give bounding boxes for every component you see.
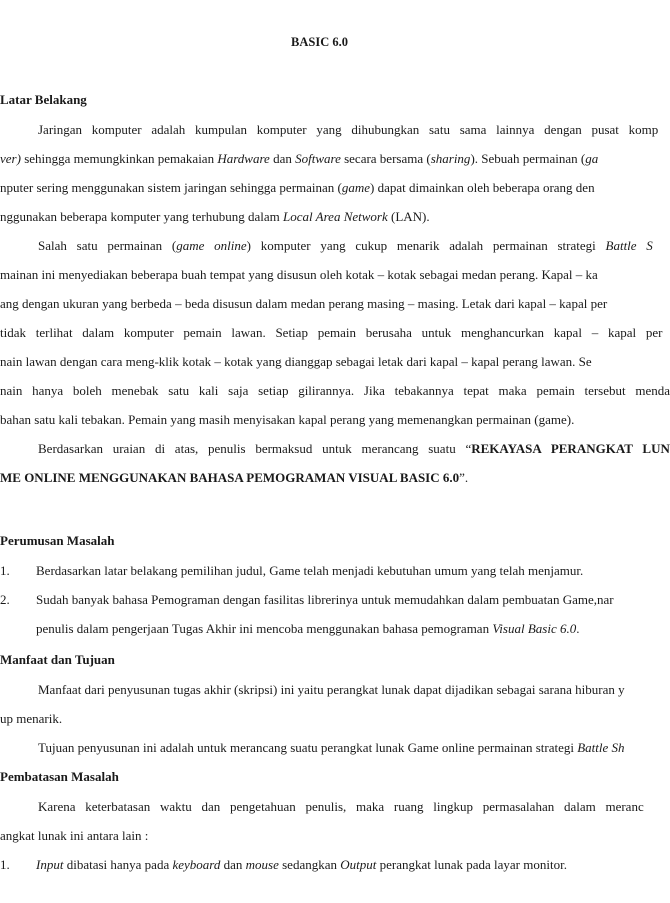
heading-pembatasan-masalah: Pembatasan Masalah bbox=[0, 769, 119, 784]
heading-perumusan-masalah: Perumusan Masalah bbox=[0, 533, 115, 548]
paragraph-line: tidak terlihat dalam komputer pemain lawan. Setiap pemain berusaha untuk menghancurkan kapal – kapal per bbox=[0, 325, 663, 340]
text-italic: Input bbox=[36, 857, 64, 872]
text-span: dan bbox=[269, 151, 296, 166]
list-item: Sudah banyak bahasa Pemograman dengan fasilitas librerinya untuk memudahkan dalam pembuatan Game,nar bbox=[36, 592, 614, 607]
paragraph-line: Jaringan komputer adalah kumpulan komputer yang dihubungkan satu sama lainnya dengan pusat komp bbox=[38, 122, 659, 137]
paragraph-line: up menarik. bbox=[0, 711, 63, 726]
paragraph-line bbox=[0, 180, 595, 196]
text-span: sehingga memungkinkan pemakaian bbox=[24, 151, 218, 166]
text-span: secara bersama ( bbox=[340, 151, 431, 166]
paragraph-line bbox=[0, 151, 598, 167]
paragraph-line: Manfaat dari penyusunan tugas akhir (skripsi) ini yaitu perangkat lunak dapat dijadikan sebagai sarana hiburan y bbox=[38, 682, 625, 697]
paragraph-line bbox=[38, 740, 625, 756]
paragraph-line bbox=[0, 209, 430, 225]
paragraph-line: nain hanya boleh menebak satu kali saja setiap gilirannya. Jika tebakannya tepat maka pemain tersebut menda bbox=[0, 383, 670, 398]
text-italic: Local Area Network bbox=[283, 209, 388, 224]
paragraph-line bbox=[0, 470, 468, 486]
list-number: 2. bbox=[0, 592, 10, 607]
text-span: ”. bbox=[459, 470, 469, 485]
text-italic: game online bbox=[176, 238, 247, 253]
text-span: ) dapat dimainkan oleh beberapa orang den bbox=[370, 180, 595, 195]
text-italic: Visual Basic 6.0 bbox=[492, 621, 577, 636]
text-italic: Battle Sh bbox=[577, 740, 625, 755]
text-span: penulis dalam pengerjaan Tugas Akhir ini mencoba menggunakan bahasa pemograman bbox=[36, 621, 493, 636]
paragraph-line bbox=[38, 238, 653, 254]
list-number: 1. bbox=[0, 857, 10, 872]
page-title: BASIC 6.0 bbox=[291, 35, 348, 49]
text-span: dan bbox=[220, 857, 246, 872]
text-italic: Hardware bbox=[217, 151, 270, 166]
text-span: ) komputer yang cukup menarik adalah permainan strategi bbox=[246, 238, 606, 253]
text-span: Tujuan penyusunan ini adalah untuk merancang suatu perangkat lunak Game online permainan strategi bbox=[38, 740, 578, 755]
paragraph-line: ang dengan ukuran yang berbeda – beda disusun dalam medan perang masing – masing. Letak dari kapal – kapal per bbox=[0, 296, 608, 311]
text-span: Salah satu permainan ( bbox=[38, 238, 177, 253]
paragraph-line bbox=[38, 441, 670, 457]
text-italic: ga bbox=[585, 151, 599, 166]
text-italic: Output bbox=[340, 857, 377, 872]
text-span: nputer sering menggunakan sistem jaringan sehingga permainan ( bbox=[0, 180, 342, 195]
text-italic: Battle S bbox=[605, 238, 653, 253]
list-item: Berdasarkan latar belakang pemilihan judul, Game telah menjadi kebutuhan umum yang telah menjamur. bbox=[36, 563, 584, 578]
text-italic: keyboard bbox=[172, 857, 221, 872]
text-italic: mouse bbox=[245, 857, 279, 872]
paragraph-line: bahan satu kali tebakan. Pemain yang masih menyisakan kapal perang yang memenangkan permainan (game). bbox=[0, 412, 575, 427]
list-number: 1. bbox=[0, 563, 10, 578]
text-span: ). Sebuah permainan ( bbox=[470, 151, 586, 166]
text-italic: game bbox=[341, 180, 371, 195]
text-span: . bbox=[576, 621, 580, 636]
heading-latar-belakang: Latar Belakang bbox=[0, 92, 87, 107]
text-span: nggunakan beberapa komputer yang terhubung dalam bbox=[0, 209, 284, 224]
list-item bbox=[36, 857, 567, 873]
text-span: (LAN). bbox=[387, 209, 430, 224]
list-item-continuation bbox=[36, 621, 579, 637]
text-bold: ME ONLINE MENGGUNAKAN BAHASA PEMOGRAMAN VISUAL BASIC 6.0 bbox=[0, 470, 460, 485]
text-bold: REKAYASA PERANGKAT LUN bbox=[471, 441, 670, 456]
text-italic: Software bbox=[295, 151, 341, 166]
text-italic: sharing bbox=[430, 151, 471, 166]
heading-manfaat-tujuan: Manfaat dan Tujuan bbox=[0, 652, 115, 667]
text-span: dibatasi hanya pada bbox=[63, 857, 173, 872]
text-span: perangkat lunak pada layar monitor. bbox=[376, 857, 567, 872]
paragraph-line: Karena keterbatasan waktu dan pengetahuan penulis, maka ruang lingkup permasalahan dalam meranc bbox=[38, 799, 644, 814]
text-span: Berdasarkan uraian di atas, penulis bermaksud untuk merancang suatu “ bbox=[38, 441, 472, 456]
paragraph-line: angkat lunak ini antara lain : bbox=[0, 828, 149, 843]
paragraph-line: mainan ini menyediakan beberapa buah tempat yang disusun oleh kotak – kotak sebagai medan perang. Kapal – ka bbox=[0, 267, 598, 282]
paragraph-line: nain lawan dengan cara meng-klik kotak – kotak yang dianggap sebagai letak dari kapal – kapal perang lawan. Se bbox=[0, 354, 592, 369]
text-span: sedangkan bbox=[278, 857, 341, 872]
text-italic: ver) bbox=[0, 151, 25, 166]
